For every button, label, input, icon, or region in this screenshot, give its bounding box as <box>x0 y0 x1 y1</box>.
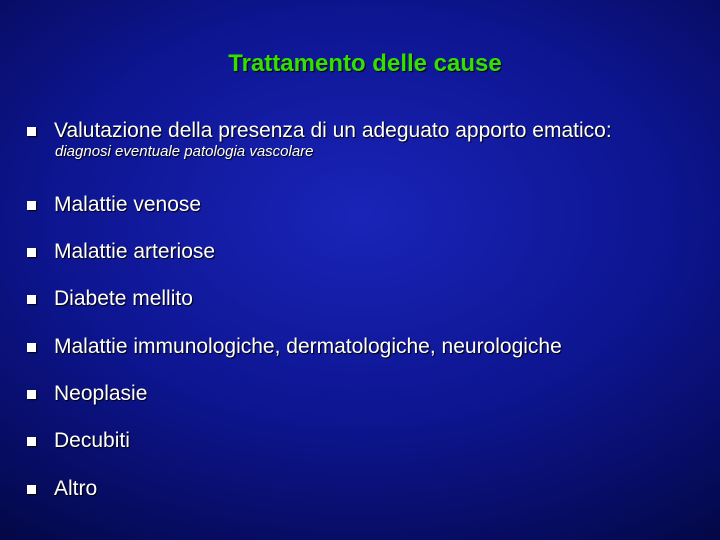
bullet-text: Altro <box>54 477 98 500</box>
list-item <box>27 116 612 146</box>
bullet-text: Decubiti <box>54 429 130 452</box>
bullet-text: Malattie immunologiche, dermatologiche, neurologiche <box>54 335 562 358</box>
square-bullet-icon <box>27 485 36 494</box>
bullet-text: Malattie arteriose <box>54 240 216 263</box>
list-item <box>27 332 562 362</box>
list-item <box>27 190 201 220</box>
slide-title: Trattamento delle cause <box>228 50 502 77</box>
square-bullet-icon <box>27 127 36 136</box>
bullet-text: Malattie venose <box>54 193 202 216</box>
bullet-text: Diabete mellito <box>54 287 193 310</box>
square-bullet-icon <box>27 437 36 446</box>
list-item <box>27 284 193 314</box>
list-item <box>27 237 215 267</box>
square-bullet-icon <box>27 248 36 257</box>
square-bullet-icon <box>27 201 36 210</box>
bullet-text: Neoplasie <box>54 382 148 405</box>
list-item <box>27 426 130 456</box>
bullet-subtext: diagnosi eventuale patologia vascolare <box>55 143 314 160</box>
list-item <box>27 474 97 504</box>
list-item <box>27 379 147 409</box>
square-bullet-icon <box>27 390 36 399</box>
square-bullet-icon <box>27 295 36 304</box>
bullet-text: Valutazione della presenza di un adeguato apporto ematico: <box>54 119 612 142</box>
square-bullet-icon <box>27 343 36 352</box>
